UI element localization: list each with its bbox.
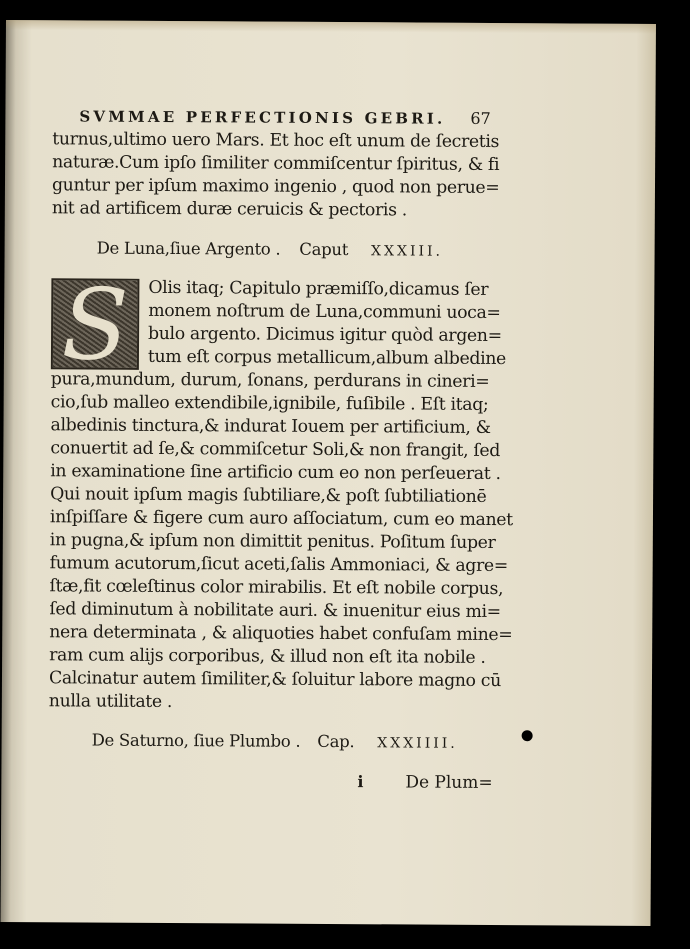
text-line: cio,ſub malleo extendibile,ignibile, fuſibile . Eſt itaq; [50,392,489,415]
text-line: albedinis tinctura,& indurat Iouem per artificium, & [50,415,491,438]
decorated-initial [51,268,140,383]
text-line: in examinatione ſine artificio cum eo non perſeuerat . [50,461,501,485]
book-page [0,20,655,926]
chapter-heading-34 [92,731,458,752]
text-line: nera determinata , & aliquoties habet confuſam mine= [49,622,513,646]
text-line: ram cum alijs corporibus, & illud non eſt ita nobile . [49,645,486,668]
chapter-caput: Caput [299,239,349,260]
page-number: 67 [470,108,491,128]
initial-letter: S [61,268,130,383]
running-title: SVMMAE PERFECTIONIS GEBRI. [79,107,446,128]
signature-mark: i [357,772,364,792]
chapter-numeral: XXXIIII. [377,735,458,752]
text-line: monem noſtrum de Luna,communi uoca= [148,300,501,324]
text-line: Qui nouit ipſum magis ſubtiliare,& poſt ſubtiliationē [50,484,487,507]
text-line: fumum acutorum,ſicut aceti,ſalis Ammoniaci, & agre= [49,553,509,577]
text-line: inſpiſſare & figere cum auro aſſociatum, cum eo manet [49,507,513,531]
chapter-caput: Cap. [317,731,355,752]
text-line: Olis itaq; Capitulo præmiſſo,dicamus ſer [148,277,489,300]
text-line: conuertit ad ſe,& commiſcetur Soli,& non frangit, ſed [50,438,501,462]
text-line: guntur per ipſum maximo ingenio , quod non perue= [51,175,500,199]
chapter-title: De Luna,ſiue Argento . [96,238,281,259]
text-line: pura,mundum, durum, ſonans, perdurans in cineri= [50,369,490,392]
chapter-heading-33 [97,239,444,260]
ink-dot [522,730,533,741]
catchword: De Plum= [405,772,493,793]
text-line: turnus,ultimo uero Mars. Et hoc eſt unum de ſecretis [52,129,500,153]
text-line: ſed diminutum à nobilitate auri. & inuenitur eius mi= [49,599,501,623]
text-line: ſtæ,fit cœleſtinus color mirabilis. Et eſt nobile corpus, [49,576,504,600]
text-line: Calcinatur autem ſimiliter,& ſoluitur labore magno cū [48,668,501,692]
text-line: bulo argento. Dicimus igitur quòd argen= [148,323,502,347]
chapter-title: De Saturno, ſiue Plumbo . [91,730,301,751]
text-line: naturæ.Cum ipſo ſimiliter commiſcentur ſpiritus, & fi [52,152,500,176]
text-line: tum eſt corpus metallicum,album albedine [147,346,507,370]
text-line: nit ad artificem duræ ceruicis & pectoris . [51,198,407,221]
chapter-numeral: XXXIII. [371,243,444,260]
text-line: in pugna,& ipſum non dimittit penitus. Poſitum ſuper [49,530,496,553]
text-line: nulla utilitate . [48,691,173,713]
